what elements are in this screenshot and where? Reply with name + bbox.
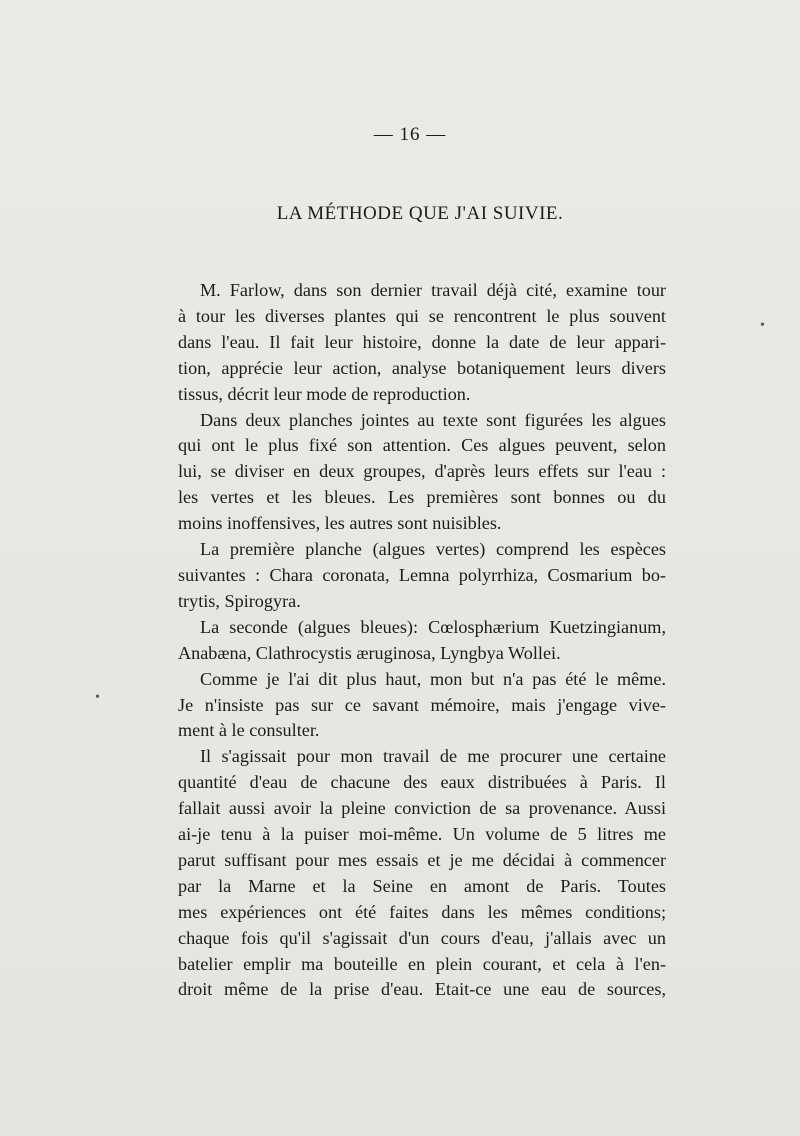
text-line: suivantes : Chara coronata, Lemna polyrrhiza, Cosmarium bo- (178, 564, 666, 585)
text-line: Anabæna, Clathrocystis æruginosa, Lyngbya Wollei. (178, 642, 561, 663)
text-line: par la Marne et la Seine en amont de Paris. Toutes (178, 875, 666, 896)
section-title: LA MÉTHODE QUE J'AI SUIVIE. (276, 203, 564, 224)
text-line: quantité d'eau de chacune des eaux distribuées à Paris. Il (178, 772, 666, 793)
text-line: dans l'eau. Il fait leur histoire, donne la date de leur appari- (178, 331, 666, 352)
text-line: fallait aussi avoir la pleine conviction de sa provenance. Aussi (178, 798, 666, 819)
text-line: chaque fois qu'il s'agissait d'un cours d'eau, j'allais avec un (178, 927, 666, 948)
text-line: tissus, décrit leur mode de reproduction. (178, 383, 471, 404)
page-number: — 16 — (373, 124, 447, 145)
text-line: les vertes et les bleues. Les premières sont bonnes ou du (178, 487, 666, 508)
text-line: Je n'insiste pas sur ce savant mémoire, mais j'engage vive- (178, 694, 666, 715)
text-line: parut suffisant pour mes essais et je me décidai à commencer (178, 849, 666, 870)
text-line: mes expériences ont été faites dans les mêmes conditions; (178, 901, 666, 922)
text-line: batelier emplir ma bouteille en plein courant, et cela à l'en- (178, 953, 666, 974)
text-line: La seconde (algues bleues): Cœlosphærium Kuetzingianum, (200, 616, 666, 637)
text-line: ai-je tenu à la puiser moi-même. Un volume de 5 litres me (178, 824, 666, 845)
text-line: lui, se diviser en deux groupes, d'après leurs effets sur l'eau : (178, 461, 666, 482)
text-line: ment à le consulter. (178, 720, 320, 741)
speck-mark: • (760, 318, 765, 333)
text-line: Comme je l'ai dit plus haut, mon but n'a pas été le même. (200, 668, 666, 689)
text-line: qui ont le plus fixé son attention. Ces algues peuvent, selon (178, 435, 666, 456)
text-line: M. Farlow, dans son dernier travail déjà cité, examine tour (200, 280, 666, 300)
text-line: Il s'agissait pour mon travail de me procurer une certaine (200, 746, 666, 767)
text-line: droit même de la prise d'eau. Etait-ce une eau de sources, (178, 979, 666, 1000)
body-text (178, 278, 666, 1003)
text-line: moins inoffensives, les autres sont nuisibles. (178, 513, 502, 534)
text-line: trytis, Spirogyra. (178, 590, 301, 611)
text-line: à tour les diverses plantes qui se rencontrent le plus souvent (178, 305, 666, 326)
text-line: Dans deux planches jointes au texte sont figurées les algues (200, 409, 666, 430)
speck-mark: • (95, 690, 100, 705)
text-line: La première planche (algues vertes) comprend les espèces (200, 539, 666, 560)
text-line: tion, apprécie leur action, analyse botaniquement leurs divers (178, 357, 666, 378)
